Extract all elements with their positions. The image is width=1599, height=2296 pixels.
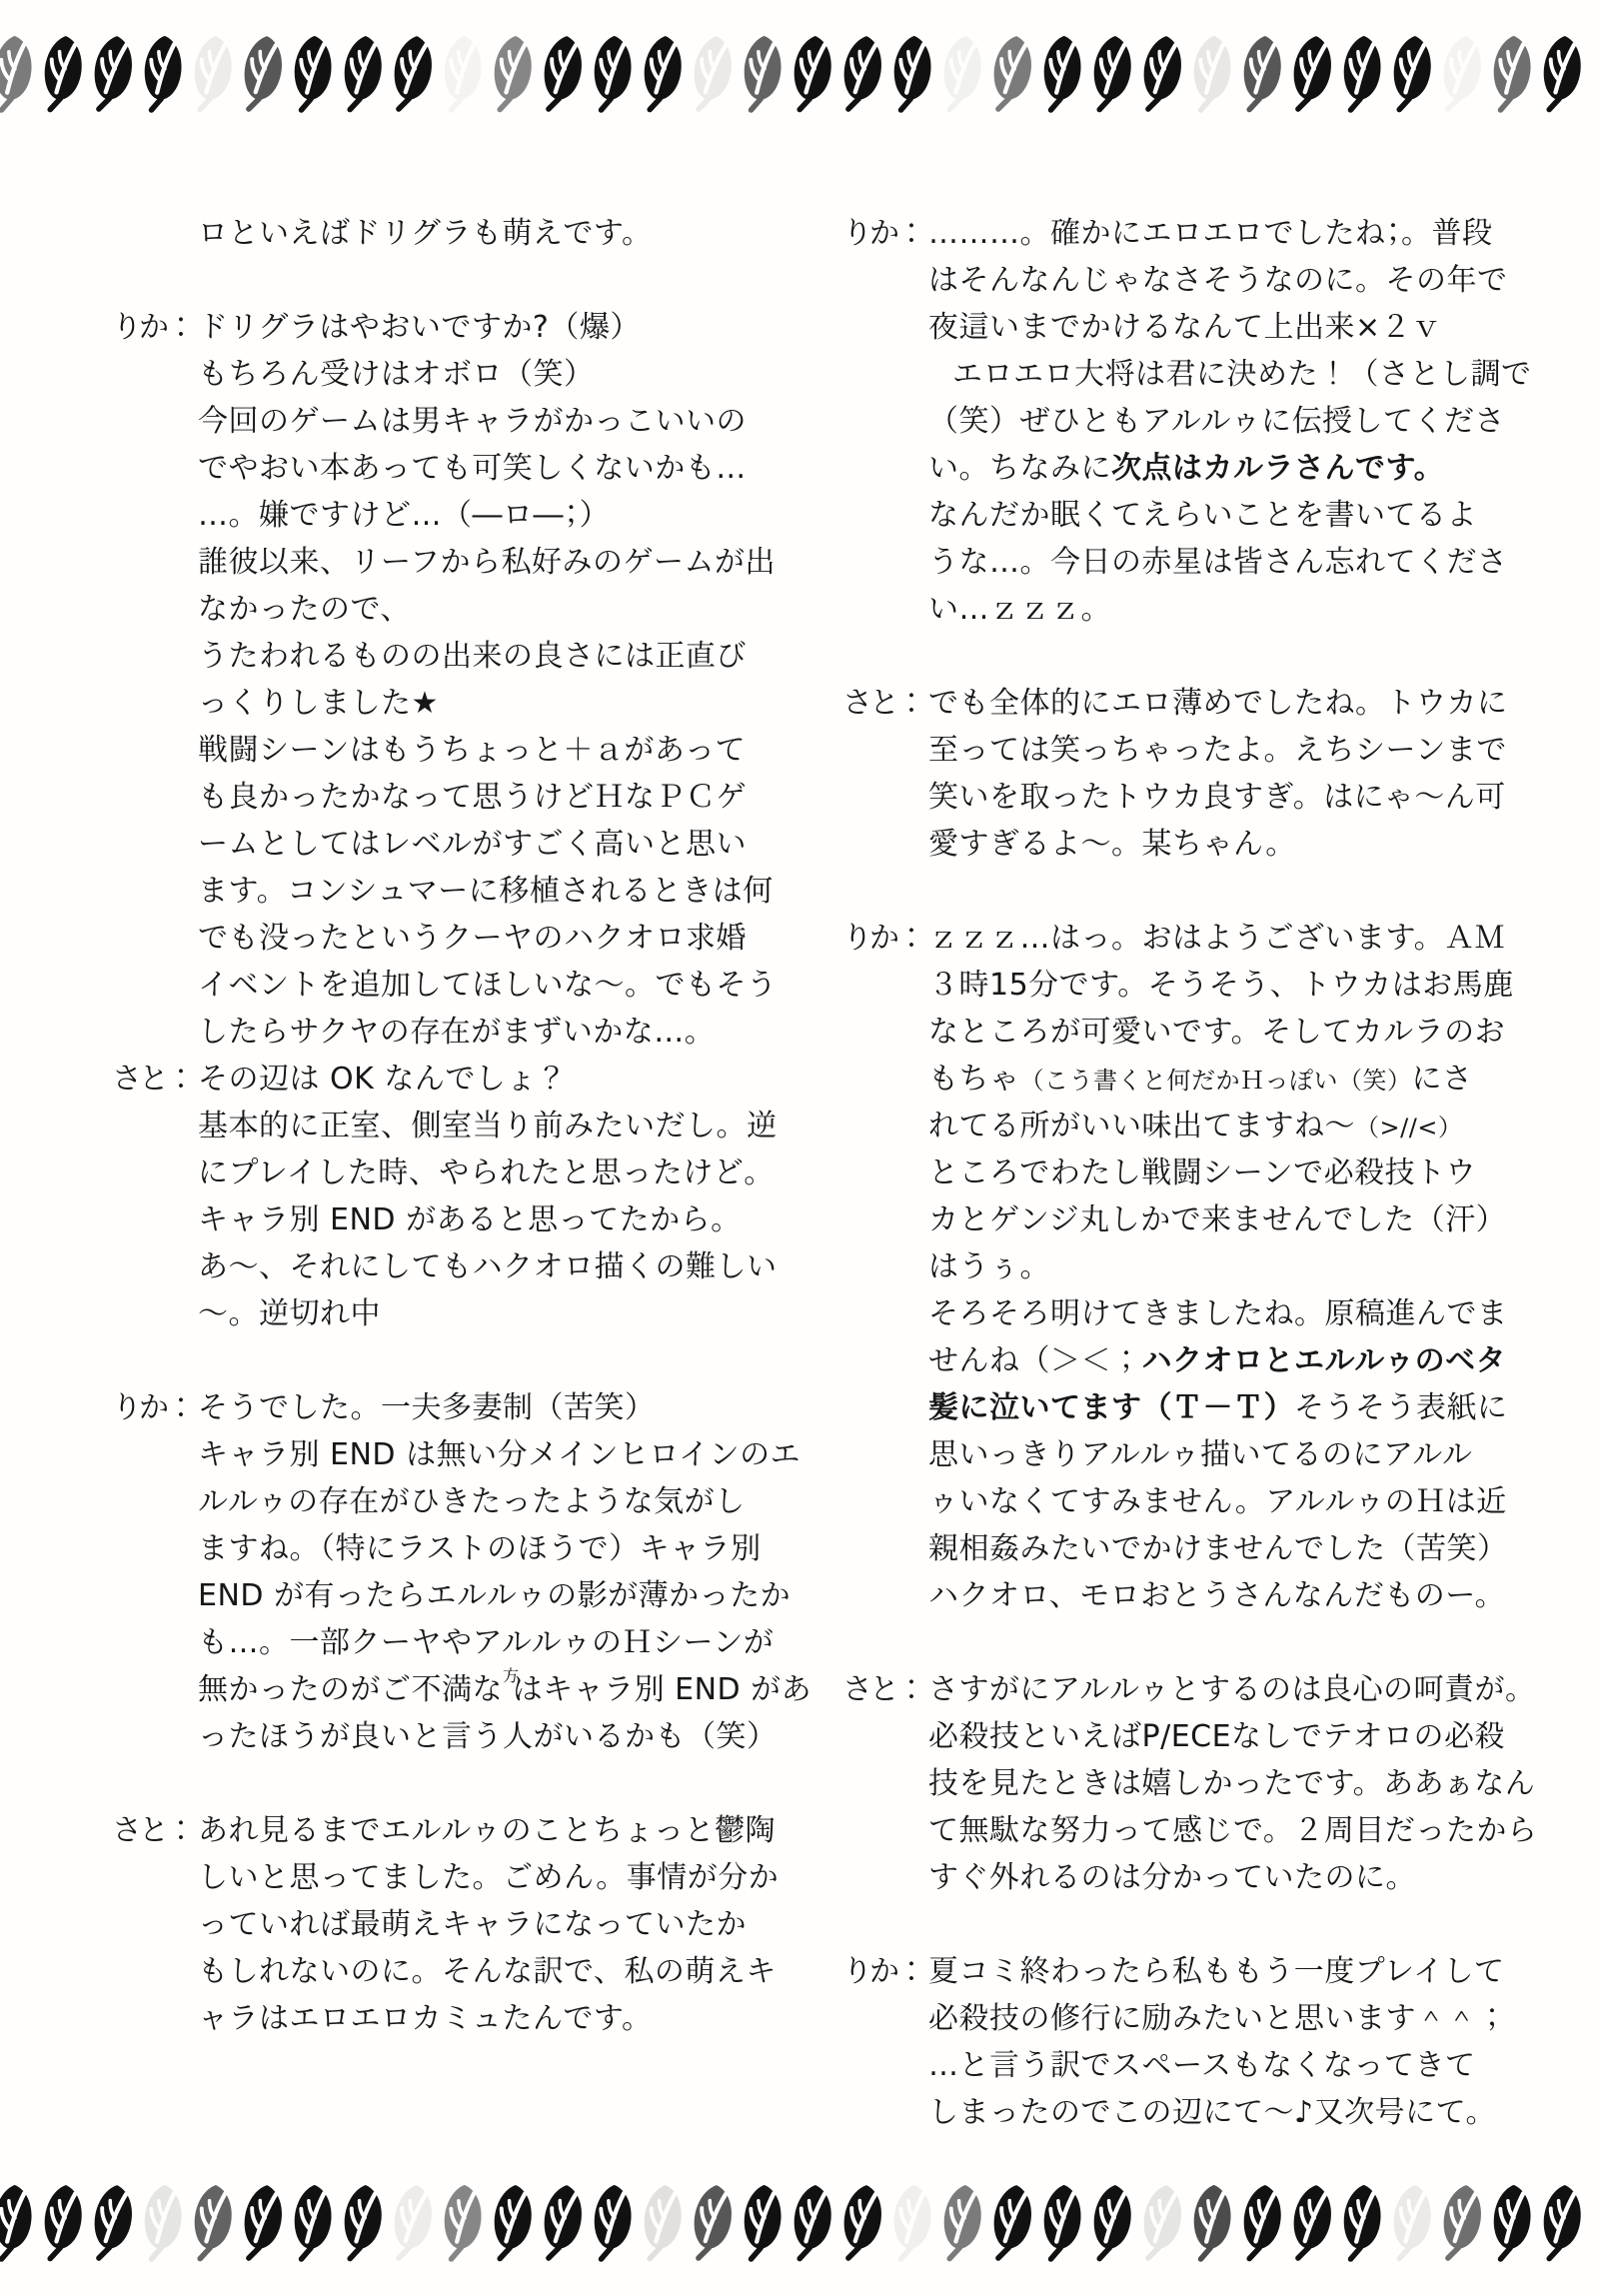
leaf-icon <box>1137 21 1187 123</box>
dialogue-line: りか： ………。確かにエロエロでしたね；。普段 <box>842 210 1582 257</box>
text-line: はうぅ。 <box>928 1249 1050 1284</box>
leaf-icon <box>1539 22 1586 122</box>
leaf-icon <box>138 21 188 123</box>
leaf-icon <box>688 21 738 123</box>
text-line: ハクオロ、モロおとうさんなんだものー。 <box>928 1578 1506 1613</box>
speaker-label: りか： <box>842 216 923 251</box>
text-line: 笑いを取ったトウカ良すぎ。はにゃ～ん可 <box>928 780 1506 815</box>
text-line: したらサクヤの存在がまずいかな…。 <box>198 1015 716 1050</box>
text-line: せんね（＞＜；ハクオロとエルルゥのベタ <box>928 1343 1507 1378</box>
text-line: エロエロ大将は君に決めた！（さとし調で <box>952 357 1532 392</box>
leaf-icon <box>1037 21 1087 123</box>
speaker-label: りか： <box>112 310 193 345</box>
leaf-icon <box>1287 2170 1337 2272</box>
text-line: 愛すぎるよ～。某ちゃん。 <box>928 827 1296 862</box>
text-line: 戦闘シーンはもうちょっと＋ａがあって <box>198 733 747 768</box>
leaf-icon <box>688 2170 738 2272</box>
speaker-label: りか： <box>842 1954 923 1989</box>
leaf-icon <box>138 2170 188 2272</box>
leaf-icon <box>438 21 488 123</box>
leaf-icon <box>1437 2170 1487 2272</box>
dialogue-column-right <box>842 210 1582 2136</box>
leaf-icon <box>1137 2170 1187 2272</box>
text-line: でやおい本あっても可笑しくないかも… <box>198 451 747 486</box>
blank-line <box>112 1760 826 1807</box>
text-line: でも没ったというクーヤのハクオロ求婚 <box>198 921 747 956</box>
text-line: 親相姦みたいでかけませんでした（苦笑） <box>928 1531 1508 1566</box>
text-line: 基本的に正室、側室当り前みたいだし。逆 <box>198 1109 778 1144</box>
leaf-icon <box>837 21 887 123</box>
text-line: なところが可愛いです。そしてカルラのお <box>928 1015 1506 1050</box>
text-line: カとゲンジ丸しかで来ませんでした（汗） <box>928 1202 1507 1237</box>
text-line: っくりしました★ <box>198 686 439 721</box>
text-line: も良かったかなって思うけどＨなＰＣゲ <box>198 780 747 815</box>
speaker-label: さと： <box>842 686 923 721</box>
leaf-icon <box>88 21 138 123</box>
text-line: イベントを追加してほしいな～。でもそう <box>198 968 778 1003</box>
text-line: もしれないのに。そんな訳で、私の萌えキ <box>198 1954 777 1989</box>
text-line: ームとしてはレベルがすごく高いと思い <box>198 827 747 862</box>
text-line: にプレイした時、やられたと思ったけど。 <box>198 1155 775 1190</box>
speaker-label: りか： <box>842 921 923 956</box>
leaf-icon <box>490 2171 537 2271</box>
leaf-icon <box>738 21 788 123</box>
text-line: 至っては笑っちゃったよ。えちシーンまで <box>928 733 1507 768</box>
leaf-icon <box>1337 21 1387 123</box>
leaf-icon <box>88 2170 138 2272</box>
speaker-label: さと： <box>842 1672 923 1707</box>
leaf-icon <box>987 2170 1037 2272</box>
leaf-icon <box>0 21 39 123</box>
leaf-icon <box>837 2170 887 2272</box>
text-line: い…ｚｚｚ。 <box>928 592 1111 627</box>
leaf-icon <box>588 2170 638 2272</box>
dialogue-line: さと： あれ見るまでエルルゥのことちょっと鬱陶 <box>112 1807 826 1854</box>
leaf-icon <box>987 21 1037 123</box>
text-line: ャラはエロエロカミュたんです。 <box>198 2001 653 2036</box>
speaker-label: さと： <box>112 1813 193 1848</box>
leaf-icon <box>190 2171 237 2271</box>
text-line: ます。コンシュマーに移植されるときは何 <box>198 874 774 909</box>
leaf-icon <box>238 2170 288 2272</box>
leaf-icon <box>588 21 638 123</box>
text-line: …と言う訳でスペースもなくなってきて <box>928 2048 1476 2083</box>
leaf-icon <box>887 21 937 123</box>
leaf-border-top <box>2 22 1599 126</box>
leaf-icon <box>1389 2171 1436 2271</box>
dialogue-line: さと： その辺は OK なんでしょ？ <box>112 1056 826 1103</box>
text-line: ３時15分です。そうそう、トウカはお馬鹿 <box>928 968 1514 1003</box>
leaf-icon <box>939 22 986 122</box>
text-line: しまったのでこの辺にて～♪又次号にて。 <box>928 2095 1497 2130</box>
text-line: て無駄な努力って感じで。２周目だったから <box>928 1813 1538 1848</box>
leaf-icon <box>340 2171 387 2271</box>
text-line: 技を見たときは嬉しかったです。ああぁなん <box>928 1766 1536 1801</box>
blank-line <box>842 868 1582 915</box>
leaf-border-bottom <box>2 2171 1599 2275</box>
text-line: …。嫌ですけど…（―ロ―；） <box>198 498 610 533</box>
leaf-icon <box>790 2171 836 2271</box>
text-line: なかったので、 <box>198 592 411 627</box>
leaf-icon <box>340 22 387 122</box>
text-line: れてる所がいい味出てますね～（>//<） <box>928 1109 1463 1144</box>
leaf-icon <box>40 2171 87 2271</box>
text-line: 必殺技の修行に励みたいと思います＾＾； <box>928 2001 1508 2036</box>
text-line: 髪に泣いてます（Ｔ－Ｔ）そうそう表紙に <box>928 1390 1508 1425</box>
text-line: も…。一部クーヤやアルルゥのＨシーンが <box>198 1625 775 1660</box>
leaf-icon <box>1187 21 1237 123</box>
dialogue-line: りか： 夏コミ終わったら私ももう一度プレイして <box>842 1948 1582 1995</box>
dialogue-line: りか： ｚｚｚ…はっ。おはようございます。ＡＭ <box>842 915 1582 962</box>
text-line: はそんなんじゃなさそうなのに。その年で <box>928 263 1508 298</box>
speaker-label: さと： <box>112 1062 193 1097</box>
leaf-icon <box>190 22 237 122</box>
inserted-correction-char: 方 <box>503 1666 520 1685</box>
leaf-icon <box>238 21 288 123</box>
dialogue-column-left <box>112 210 826 2042</box>
text-line: もちろん受けはオボロ（笑） <box>198 357 595 392</box>
text-line: END が有ったらエルルゥの影が薄かったか <box>198 1578 792 1613</box>
text-line: うたわれるものの出来の良さには正直び <box>198 639 747 674</box>
leaf-icon <box>1539 2171 1586 2271</box>
text-line: （笑）ぜひともアルルゥに伝授してくださ <box>928 404 1505 439</box>
leaf-icon <box>1287 21 1337 123</box>
leaf-icon <box>438 2170 488 2272</box>
text-line: すぐ外れるのは分かっていたのに。 <box>928 1860 1416 1895</box>
leaf-icon <box>1487 2170 1537 2272</box>
leaf-icon <box>640 22 687 122</box>
text-line: 誰彼以来、リーフから私好みのゲームが出 <box>198 545 776 580</box>
text-line: そろそろ明けてきましたね。原稿進んでま <box>928 1296 1508 1331</box>
dialogue-line: りか： そうでした。一夫多妻制（苦笑） <box>112 1384 826 1431</box>
leaf-icon <box>388 2170 438 2272</box>
blank-line <box>112 257 826 304</box>
leaf-icon <box>738 2170 788 2272</box>
leaf-icon <box>1089 2171 1136 2271</box>
text-line: キャラ別 END があると思ってたから。 <box>198 1202 742 1237</box>
speaker-label: りか： <box>112 1390 193 1425</box>
leaf-icon <box>0 2170 39 2272</box>
leaf-icon <box>887 2170 937 2272</box>
text-line: ますね。（特にラストのほうで）キャラ別 <box>198 1531 762 1566</box>
text-line: しいと思ってました。ごめん。事情が分か <box>198 1860 780 1895</box>
text-line: なんだか眠くてえらいことを書いてるよ <box>928 498 1477 533</box>
dialogue-line: りか： ドリグラはやおいですか?（爆） <box>112 304 826 351</box>
leaf-icon <box>1389 22 1436 122</box>
blank-line <box>842 1619 1582 1666</box>
text-line: 思いっきりアルルゥ描いてるのにアルル <box>928 1437 1473 1472</box>
leaf-icon <box>1239 2171 1286 2271</box>
text-line: もちゃ（こう書くと何だかＨっぽい（笑）にさ <box>928 1062 1473 1097</box>
text-line: うな…。今日の赤星は皆さん忘れてくださ <box>928 545 1508 580</box>
leaf-icon <box>939 2171 986 2271</box>
text-line: ところでわたし戦闘シーンで必殺技トウ <box>928 1155 1477 1190</box>
dialogue-line: さと： さすがにアルルゥとするのは良心の呵責が。 <box>842 1666 1582 1713</box>
text-line: っていれば最萌えキャラになっていたか <box>198 1907 747 1942</box>
leaf-icon <box>640 2171 687 2271</box>
leaf-icon <box>40 22 87 122</box>
leaf-icon <box>538 21 588 123</box>
text-line: ったほうが良いと言う人がいるかも（笑） <box>198 1719 778 1754</box>
leaf-icon <box>288 21 338 123</box>
text-line: 必殺技といえばP/ECEなしでテオロの必殺 <box>928 1719 1505 1754</box>
text-line: 無かったのがご不満な方はキャラ別 END があ <box>112 1666 826 1713</box>
text-line: 夜這いまでかけるなんて上出来×２ｖ <box>928 310 1442 345</box>
text-line: キャラ別 END は無い分メインヒロインのエ <box>198 1437 801 1472</box>
leaf-icon <box>388 21 438 123</box>
blank-line <box>842 1901 1582 1948</box>
leaf-icon <box>1239 22 1286 122</box>
text-line: ロといえばドリグラも萌えです。 <box>198 216 653 251</box>
leaf-icon <box>1337 2170 1387 2272</box>
leaf-icon <box>490 22 537 122</box>
leaf-icon <box>1187 2170 1237 2272</box>
text-line: 今回のゲームは男キャラがかっこいいの <box>198 404 747 439</box>
leaf-icon <box>1487 21 1537 123</box>
leaf-icon <box>790 22 836 122</box>
text-line: い。ちなみに次点はカルラさんです。 <box>928 451 1445 486</box>
leaf-icon <box>1437 21 1487 123</box>
dialogue-line: さと： でも全体的にエロ薄めでしたね。トウカに <box>842 680 1582 727</box>
text-line: ～。逆切れ中 <box>198 1296 381 1331</box>
leaf-icon <box>288 2170 338 2272</box>
blank-line <box>842 633 1582 680</box>
text-line: あ～、それにしてもハクオロ描くの難しい <box>198 1249 778 1284</box>
text-line: ゥいなくてすみません。アルルゥのＨは近 <box>928 1484 1507 1519</box>
leaf-icon <box>538 2170 588 2272</box>
text-line: ルルゥの存在がひきたったような気がし <box>198 1484 746 1519</box>
leaf-icon <box>1089 22 1136 122</box>
blank-line <box>112 1337 826 1384</box>
leaf-icon <box>1037 2170 1087 2272</box>
